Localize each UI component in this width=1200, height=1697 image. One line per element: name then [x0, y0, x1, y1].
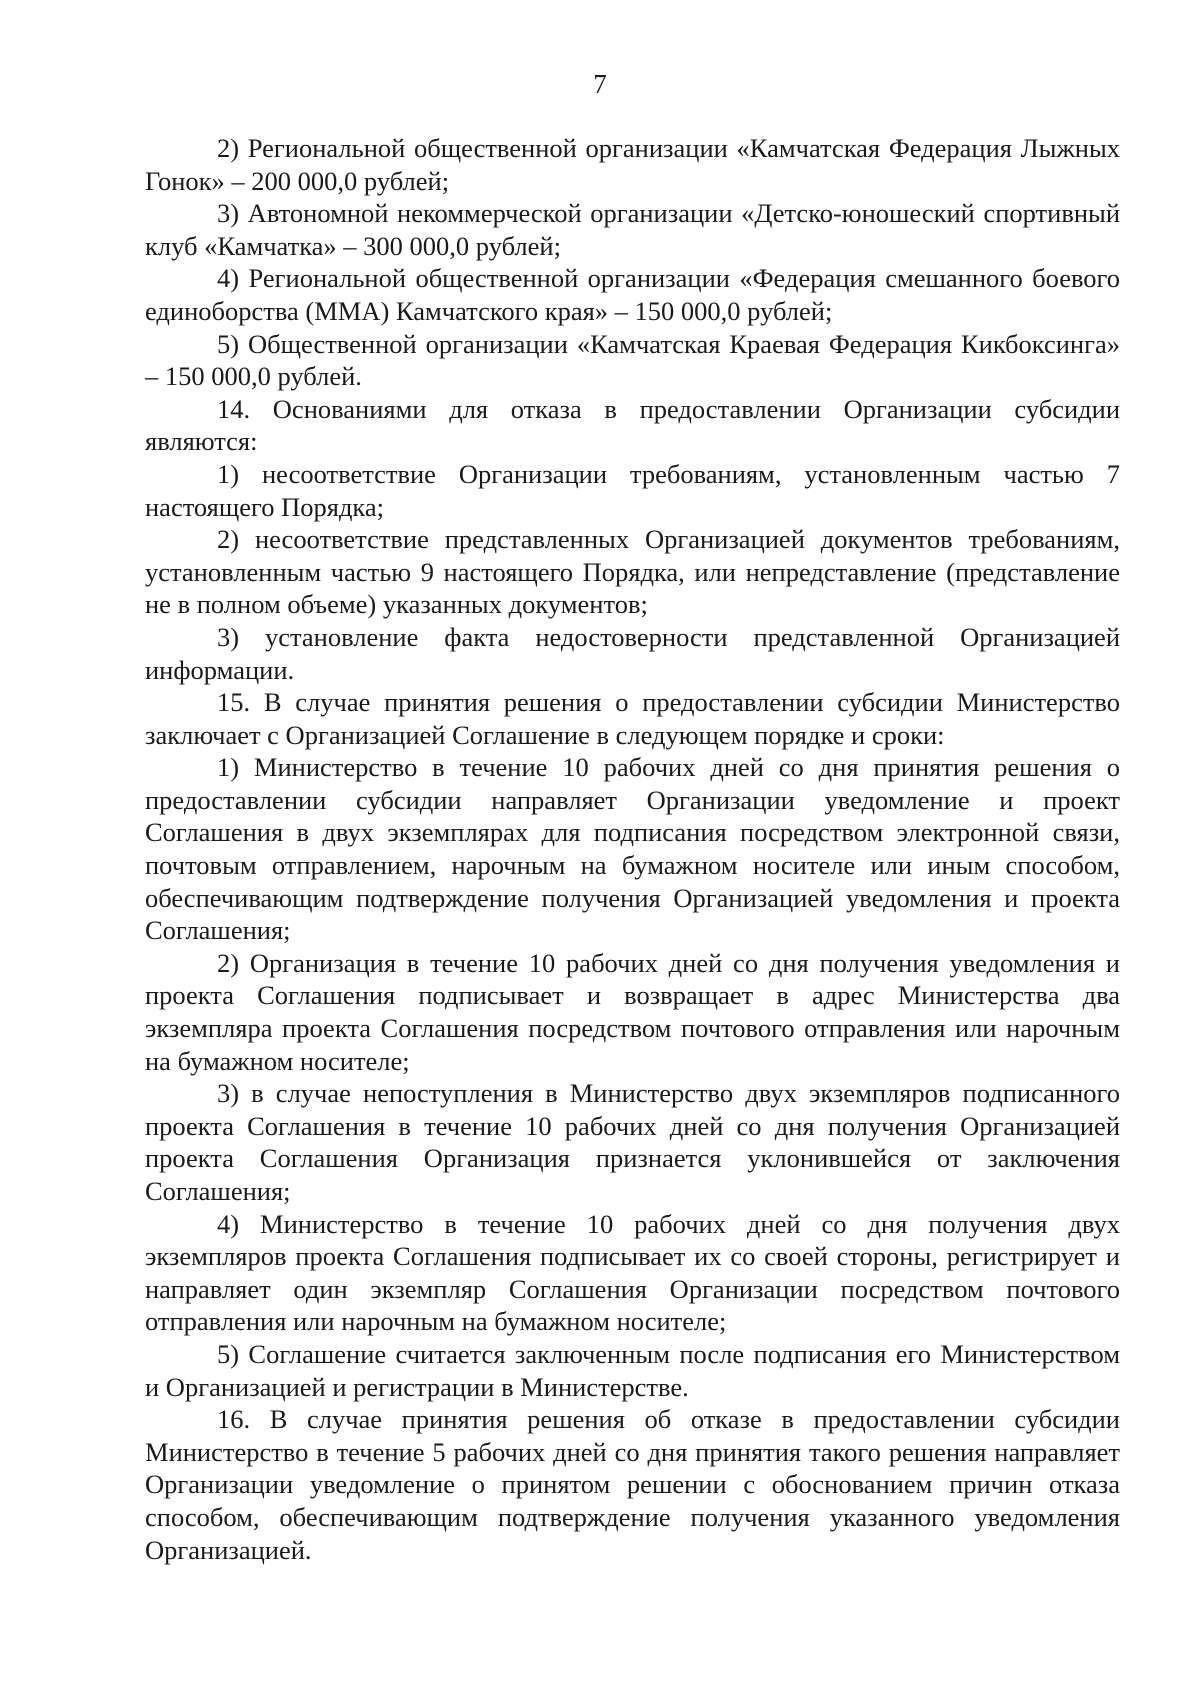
list-item: 5) Соглашение считается заключенным после подписания его Министерством и Организацией и регистрации в Министерстве.: [145, 1338, 1120, 1402]
list-item: 4) Региональной общественной организации «Федерация смешанного боевого единоборства (ММА) Камчатского края» – 150 000,0 рублей;: [145, 263, 1120, 326]
list-item: 3) в случае непоступления в Министерство двух экземпляров подписанного проекта Соглашения в течение 10 рабочих дней со дня получения Организацией проекта Соглашения Организация признается уклонившейся от заключения Соглашения;: [145, 1078, 1120, 1206]
list-item: 4) Министерство в течение 10 рабочих дней со дня получения двух экземпляров проекта Соглашения подписывает их со своей стороны, регистрирует и направляет один экземпляр Соглашения Организации посредством почтового отправления или нарочным на бумажном носителе;: [145, 1208, 1120, 1337]
section-16-paragraph: 16. В случае принятия решения об отказе в предоставлении субсидии Министерство в течение 5 рабочих дней со дня принятия такого решения направляет Организации уведомление о принятом решении с обоснованием причин отказа способом, обеспечивающим подтверждение получения указанного уведомления Организацией.: [145, 1404, 1120, 1565]
list-item: 2) несоответствие представленных Организацией документов требованиям, установленным частью 9 настоящего Порядка, или непредставление (представление не в полном объеме) указанных документов;: [145, 524, 1120, 620]
section-15-heading-paragraph: 15. В случае принятия решения о предоставлении субсидии Министерство заключает с Организацией Соглашение в следующем порядке и сроки:: [145, 687, 1120, 750]
section-14-heading-paragraph: 14. Основаниями для отказа в предоставлении Организации субсидии являются:: [145, 393, 1120, 457]
page-number: 7: [593, 69, 607, 99]
list-item: 2) Региональной общественной организации «Камчатская Федерация Лыжных Гонок» – 200 000,0 рублей;: [145, 133, 1120, 196]
list-item: 2) Организация в течение 10 рабочих дней со дня получения уведомления и проекта Соглашения подписывает и возвращает в адрес Министерства два экземпляра проекта Соглашения посредством почтового отправления или нарочным на бумажном носителе;: [145, 947, 1120, 1076]
list-item: 1) Министерство в течение 10 рабочих дней со дня принятия решения о предоставлении субсидии направляет Организации уведомление и проект Соглашения в двух экземплярах для подписания посредством электронной связи, почтовым отправлением, нарочным на бумажном носителе или иным способом, обеспечивающим подтверждение получения Организацией уведомления и проекта Соглашения;: [145, 752, 1120, 946]
list-item: 1) несоответствие Организации требованиям, установленным частью 7 настоящего Порядка;: [145, 458, 1120, 522]
list-item: 3) Автономной некоммерческой организации «Детско-юношеский спортивный клуб «Камчатка» – 300 000,0 рублей;: [145, 198, 1120, 261]
list-item: 3) установление факта недостоверности представленной Организацией информации.: [145, 621, 1120, 685]
document-body: [145, 132, 1120, 1566]
list-item: 5) Общественной организации «Камчатская Краевая Федерация Кикбоксинга» – 150 000,0 рублей.: [145, 328, 1120, 392]
